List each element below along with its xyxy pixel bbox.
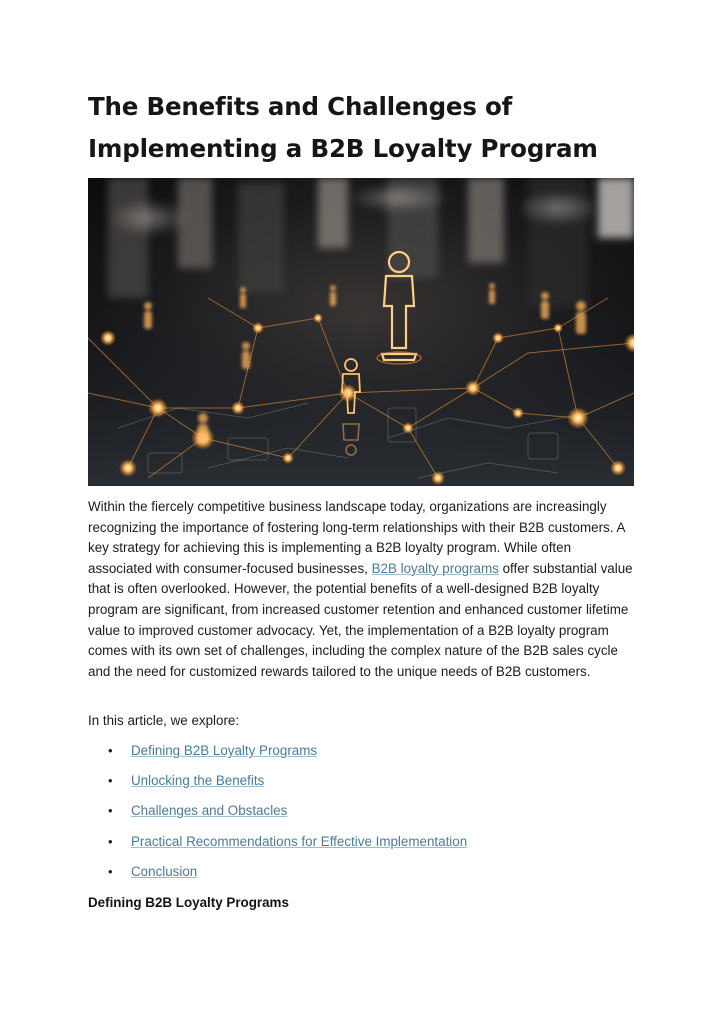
toc-item <box>88 832 467 862</box>
title-line-1: The Benefits and Challenges of <box>88 92 513 121</box>
toc-item <box>88 771 467 801</box>
hero-image <box>88 178 634 486</box>
bullet-icon: • <box>108 863 113 879</box>
intro-paragraph <box>88 497 638 682</box>
paragraph-text-start: Within the fiercely competitive business landscape today, organizations are increasingly recognizing the importance of fostering long-term relationships with their B2B customers. A key strategy for achieving this is implementing a B2B loyalty program. While often associated with consumer-focused businesses, <box>88 499 625 576</box>
toc-item <box>88 862 467 892</box>
paragraph-text-end: offer substantial value that is often overlooked. However, the potential benefits of a well-designed B2B loyalty program are significant, from increased customer retention and enhanced customer lifetime value to improved customer advocacy. Yet, the implementation of a B2B loyalty program comes with its own set of challenges, including the complex nature of the B2B sales cycle and the need for customized rewards tailored to the unique needs of B2B customers. <box>88 560 633 679</box>
toc-link-challenges[interactable]: Challenges and Obstacles <box>131 803 288 819</box>
table-of-contents <box>88 741 467 892</box>
bullet-icon: • <box>108 833 113 849</box>
toc-link-defining[interactable]: Defining B2B Loyalty Programs <box>131 743 318 758</box>
toc-intro: In this article, we explore: <box>88 713 240 728</box>
bullet-icon: • <box>108 773 113 789</box>
article-title <box>88 86 634 170</box>
title-line-2: Implementing a B2B Loyalty Program <box>88 134 598 163</box>
b2b-loyalty-programs-link[interactable]: B2B loyalty programs <box>371 560 499 576</box>
bullet-icon: • <box>108 803 113 819</box>
bullet-icon: • <box>108 743 113 758</box>
toc-link-benefits[interactable]: Unlocking the Benefits <box>131 773 265 789</box>
toc-link-conclusion[interactable]: Conclusion <box>131 863 198 879</box>
toc-item <box>88 741 467 771</box>
toc-link-recommendations[interactable]: Practical Recommendations for Effective Implementation <box>131 833 468 849</box>
section-heading: Defining B2B Loyalty Programs <box>88 895 289 910</box>
toc-item <box>88 801 467 831</box>
network-figures-illustration <box>88 178 634 486</box>
